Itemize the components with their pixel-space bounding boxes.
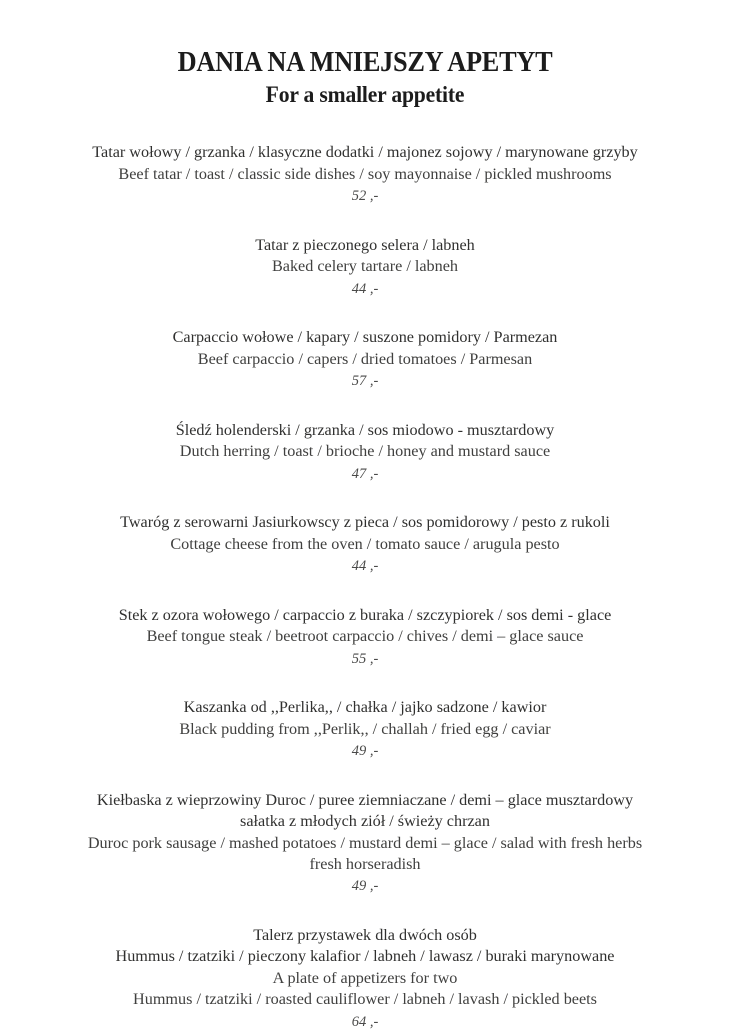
menu-item-price: 44 ,- [351,280,379,297]
menu-item-name-polish: Carpaccio wołowe / kapary / suszone pomidory / Parmezan [172,328,558,347]
menu-item-name-english: Dutch herring / toast / brioche / honey and mustard sauce [179,442,551,461]
menu-item-name-english: Duroc pork sausage / mashed potatoes / mustard demi – glace / salad with fresh herbs [87,833,643,852]
menu-item [40,512,690,578]
page-title-english: For a smaller appetite [265,82,465,108]
menu-item-name-polish: Kiełbaska z wieprzowiny Duroc / puree ziemniaczane / demi – glace musztardowy [96,790,634,809]
menu-item [40,925,690,1033]
menu-item-name-polish: Kaszanka od ,,Perlika,, / chałka / jajko sadzone / kawior [183,698,547,717]
menu-item-price: 47 ,- [351,465,379,482]
menu-item [40,605,690,671]
menu-header [0,0,730,108]
menu-item-name-polish: sałatka z młodych ziół / świeży chrzan [240,812,490,831]
menu-item-price: 49 ,- [351,743,379,760]
menu-item-name-english: fresh horseradish [309,854,421,873]
page-title-polish: DANIA NA MNIEJSZY APETYT [177,47,553,78]
menu-item-name-polish: Śledź holenderski / grzanka / sos miodowo - musztardowy [175,420,555,439]
menu-item-price: 55 ,- [351,650,379,667]
menu-item-name-polish: Twaróg z serowarni Jasiurkowscy z pieca / sos pomidorowy / pesto z rukoli [120,513,610,532]
menu-item [40,790,690,898]
menu-item-price: 57 ,- [351,373,379,390]
menu-item-price: 64 ,- [351,1013,379,1030]
menu-item [40,697,690,763]
menu-item [40,235,690,301]
menu-item-name-polish: Stek z ozora wołowego / carpaccio z buraka / szczypiorek / sos demi - glace [118,605,612,624]
menu-item-name-polish: Tatar z pieczonego selera / labneh [255,235,475,254]
menu-item-name-english: Beef carpaccio / capers / dried tomatoes / Parmesan [197,349,533,368]
menu-item-name-english: Hummus / tzatziki / roasted cauliflower / labneh / lavash / pickled beets [133,990,597,1009]
menu-item [40,327,690,393]
menu-item-name-english: Black pudding from ,,Perlik,, / challah / fried egg / caviar [179,719,551,738]
menu-item-list [0,142,730,1033]
menu-item-name-polish: Hummus / tzatziki / pieczony kalafior / labneh / lawasz / buraki marynowane [115,947,615,966]
menu-item-price: 44 ,- [351,558,379,575]
menu-item-name-english: A plate of appetizers for two [272,968,458,987]
menu-item [40,420,690,486]
menu-item-price: 49 ,- [351,878,379,895]
menu-item-name-polish: Talerz przystawek dla dwóch osób [253,926,477,945]
menu-item-name-english: Beef tatar / toast / classic side dishes / soy mayonnaise / pickled mushrooms [118,164,612,183]
menu-item-price: 52 ,- [351,188,379,205]
menu-item-name-english: Cottage cheese from the oven / tomato sauce / arugula pesto [170,534,560,553]
menu-item [40,142,690,208]
menu-item-name-polish: Tatar wołowy / grzanka / klasyczne dodatki / majonez sojowy / marynowane grzyby [92,143,638,162]
menu-item-name-english: Beef tongue steak / beetroot carpaccio / chives / demi – glace sauce [146,627,584,646]
menu-item-name-english: Baked celery tartare / labneh [271,257,459,276]
